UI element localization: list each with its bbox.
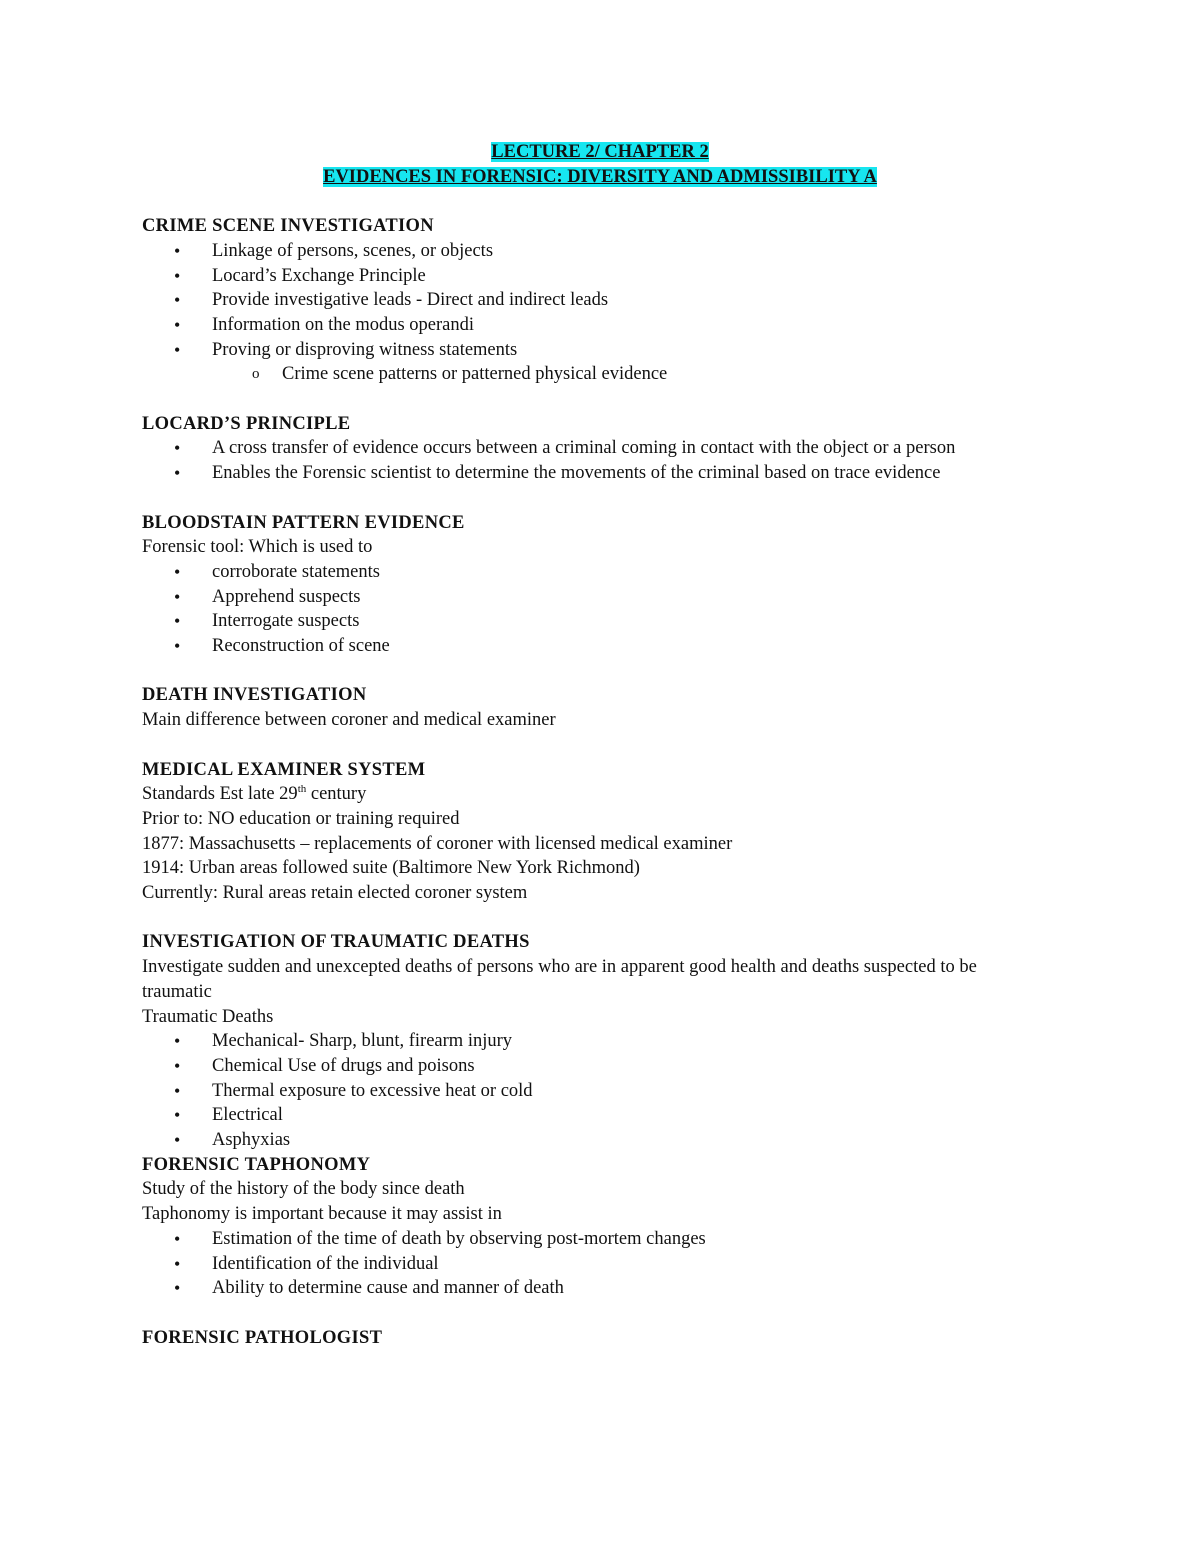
- list-item: • A cross transfer of evidence occurs between a criminal coming in contact with the object or a person: [142, 436, 1042, 461]
- taphonomy-line-1: Study of the history of the body since death: [142, 1179, 465, 1200]
- traumatic-list: [142, 1029, 1042, 1153]
- document-content: [142, 140, 1042, 1350]
- list-item: • Electrical: [142, 1103, 1042, 1128]
- medical-line-3: 1877: Massachusetts – replacements of coroner with licensed medical examiner: [142, 833, 733, 854]
- section-heading-traumatic: INVESTIGATION OF TRAUMATIC DEATHS: [142, 932, 530, 953]
- section-heading-death: DEATH INVESTIGATION: [142, 685, 367, 706]
- list-item: • Thermal exposure to excessive heat or cold: [142, 1079, 1042, 1104]
- medical-line-1: Standards Est late 29th century: [142, 783, 367, 805]
- medical-line-4: 1914: Urban areas followed suite (Baltimore New York Richmond): [142, 858, 640, 879]
- list-item: • Locard’s Exchange Principle: [142, 264, 1042, 289]
- section-heading-locard: LOCARD’S PRINCIPLE: [142, 413, 351, 434]
- list-item: • Asphyxias: [142, 1128, 1042, 1153]
- title-line-2: EVIDENCES IN FORENSIC: DIVERSITY AND ADMISSIBILITY A: [323, 166, 877, 187]
- death-text: Main difference between coroner and medical examiner: [142, 710, 556, 731]
- section-heading-crime-scene: CRIME SCENE INVESTIGATION: [142, 216, 434, 237]
- crime-scene-sublist: [142, 362, 1042, 387]
- list-item: • Information on the modus operandi: [142, 313, 1042, 338]
- list-item: • Mechanical- Sharp, blunt, firearm injury: [142, 1029, 1042, 1054]
- taphonomy-list: [142, 1227, 1042, 1301]
- title-line-1: LECTURE 2/ CHAPTER 2: [491, 142, 709, 162]
- section-heading-taphonomy: FORENSIC TAPHONOMY: [142, 1154, 371, 1175]
- section-heading-bloodstain: BLOODSTAIN PATTERN EVIDENCE: [142, 512, 465, 533]
- traumatic-text: Investigate sudden and unexcepted deaths of persons who are in apparent good health and deaths suspected to be traumatic: [142, 957, 977, 1002]
- list-item: • Apprehend suspects: [142, 585, 1042, 610]
- section-heading-medical: MEDICAL EXAMINER SYSTEM: [142, 759, 426, 780]
- sub-list-item: o Crime scene patterns or patterned physical evidence: [142, 362, 1042, 387]
- traumatic-sub: Traumatic Deaths: [142, 1006, 274, 1027]
- bloodstain-list: [142, 560, 1042, 659]
- list-item: • Linkage of persons, scenes, or objects: [142, 239, 1042, 264]
- list-item: • Reconstruction of scene: [142, 634, 1042, 659]
- list-item: • Enables the Forensic scientist to determine the movements of the criminal based on trace evidence: [142, 461, 1042, 486]
- medical-line-2: Prior to: NO education or training required: [142, 808, 460, 829]
- list-item: • corroborate statements: [142, 560, 1042, 585]
- taphonomy-line-2: Taphonomy is important because it may assist in: [142, 1204, 502, 1225]
- section-heading-pathologist: FORENSIC PATHOLOGIST: [142, 1327, 383, 1348]
- list-item: • Interrogate suspects: [142, 609, 1042, 634]
- list-item: • Proving or disproving witness statements: [142, 338, 1042, 363]
- list-item: • Chemical Use of drugs and poisons: [142, 1054, 1042, 1079]
- bloodstain-intro: Forensic tool: Which is used to: [142, 537, 373, 558]
- medical-line-5: Currently: Rural areas retain elected coroner system: [142, 883, 528, 904]
- list-item: • Provide investigative leads - Direct and indirect leads: [142, 288, 1042, 313]
- list-item: • Estimation of the time of death by observing post-mortem changes: [142, 1227, 1042, 1252]
- locard-list: [142, 436, 1042, 485]
- list-item: • Ability to determine cause and manner of death: [142, 1276, 1042, 1301]
- list-item: • Identification of the individual: [142, 1252, 1042, 1277]
- crime-scene-list: [142, 239, 1042, 363]
